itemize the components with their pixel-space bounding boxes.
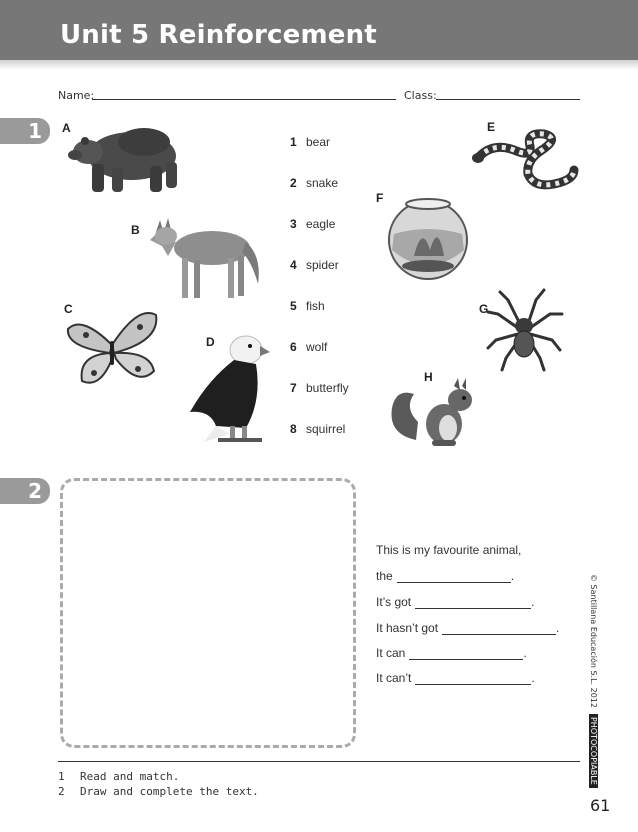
class-label: Class: — [404, 89, 437, 102]
spider-icon — [486, 288, 564, 372]
word-item-3 — [290, 217, 335, 231]
copyright-notice — [588, 574, 600, 785]
text-line-end: . — [531, 671, 535, 685]
text-line-6 — [376, 671, 535, 685]
instruction-text: Draw and complete the text. — [80, 785, 259, 798]
word-number: 8 — [290, 422, 297, 436]
text-line-end: . — [523, 646, 527, 660]
text-line-end: . — [531, 595, 535, 609]
text-line-end: . — [510, 569, 515, 583]
picture-label-c: C — [64, 302, 73, 316]
text-line-prompt: This is my favourite animal, — [376, 543, 522, 557]
drawing-area[interactable] — [60, 478, 356, 748]
text-line-prompt: the — [376, 569, 393, 583]
text-line-1 — [376, 543, 521, 557]
instruction-number: 2 — [58, 785, 65, 798]
word-item-1 — [290, 135, 330, 149]
eagle-icon — [186, 330, 272, 446]
text-line-end: . — [556, 621, 560, 635]
word-text: spider — [306, 258, 339, 272]
answer-blank[interactable] — [409, 649, 523, 660]
wolf-icon — [146, 212, 268, 304]
word-text: fish — [306, 299, 325, 313]
class-field[interactable] — [436, 99, 580, 100]
word-number: 3 — [290, 217, 297, 231]
word-item-7 — [290, 381, 349, 395]
word-item-5 — [290, 299, 325, 313]
picture-label-f: F — [376, 191, 384, 205]
answer-blank[interactable] — [415, 598, 531, 609]
word-number: 4 — [290, 258, 297, 272]
text-line-prompt: It can’t — [376, 671, 412, 685]
text-line-2 — [376, 569, 514, 583]
activity-1-tab: 1 — [0, 118, 50, 144]
word-number: 7 — [290, 381, 297, 395]
word-text: snake — [306, 176, 339, 190]
name-label: Name: — [58, 89, 95, 102]
copyright-text: © Santillana Educación S.L. 2012 — [589, 574, 599, 708]
word-text: squirrel — [306, 422, 346, 436]
snake-icon — [470, 128, 580, 194]
word-number: 1 — [290, 135, 297, 149]
word-number: 5 — [290, 299, 297, 313]
text-line-3 — [376, 595, 534, 609]
text-line-prompt: It’s got — [376, 595, 412, 609]
picture-label-b: B — [131, 223, 140, 237]
word-text: bear — [306, 135, 331, 149]
word-number: 2 — [290, 176, 297, 190]
answer-blank[interactable] — [397, 572, 511, 583]
word-number: 6 — [290, 340, 297, 354]
instruction-1 — [58, 770, 179, 783]
answer-blank[interactable] — [415, 674, 531, 685]
butterfly-icon — [64, 305, 160, 391]
picture-label-a: A — [62, 121, 71, 135]
word-item-2 — [290, 176, 338, 190]
picture-label-e: E — [487, 120, 496, 134]
bear-icon — [68, 120, 184, 196]
word-item-8 — [290, 422, 345, 436]
squirrel-icon — [386, 374, 482, 450]
picture-label-d: D — [206, 335, 215, 349]
text-line-prompt: It can — [376, 646, 406, 660]
text-line-5 — [376, 646, 527, 660]
photocopiable-badge: PHOTOCOPIABLE — [590, 714, 599, 788]
instruction-2 — [58, 785, 259, 798]
text-line-4 — [376, 621, 559, 635]
word-text: wolf — [306, 340, 328, 354]
word-text: eagle — [306, 217, 336, 231]
word-text: butterfly — [306, 381, 349, 395]
footer-divider — [58, 761, 580, 762]
picture-label-g: G — [479, 302, 489, 316]
answer-blank[interactable] — [442, 624, 556, 635]
fishbowl-icon — [384, 194, 472, 280]
activity-2-tab: 2 — [0, 478, 50, 504]
name-field[interactable] — [92, 99, 396, 100]
text-line-prompt: It hasn’t got — [376, 621, 439, 635]
word-item-4 — [290, 258, 339, 272]
page-title: Unit 5 Reinforcement — [60, 20, 377, 50]
instruction-number: 1 — [58, 770, 65, 783]
picture-label-h: H — [424, 370, 433, 384]
word-item-6 — [290, 340, 327, 354]
page-number: 61 — [590, 796, 611, 815]
header-shadow — [0, 60, 638, 70]
instruction-text: Read and match. — [80, 770, 180, 783]
